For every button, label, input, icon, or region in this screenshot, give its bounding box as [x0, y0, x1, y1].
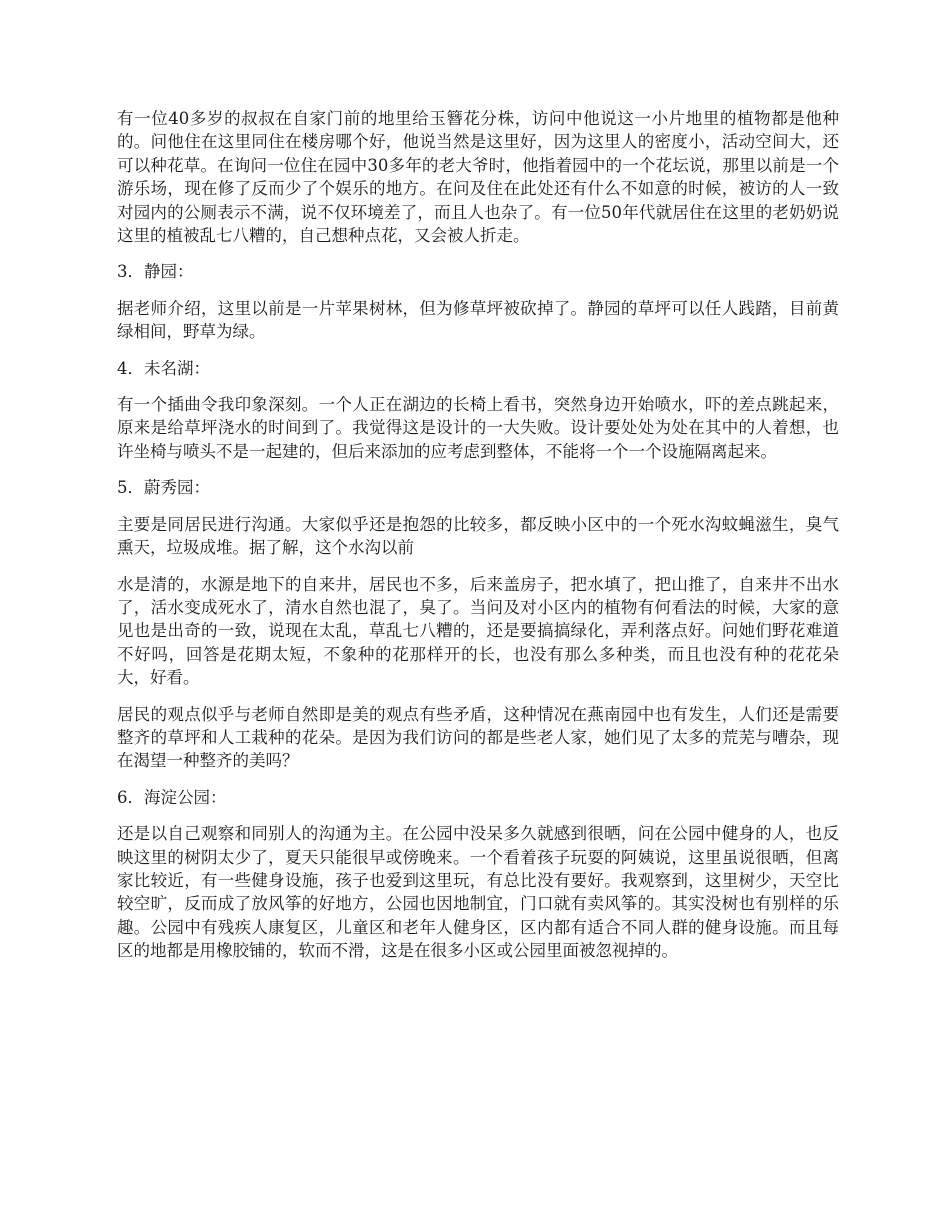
paragraph-jingyuan: 据老师介绍，这里以前是一片苹果树林，但为修草坪被砍掉了。静园的草坪可以任人践踏，目前黄绿相间，野草为绿。	[117, 298, 839, 342]
paragraph-weixiuyuan-2: 水是清的，水源是地下的自来井，居民也不多，后来盖房子，把水填了，把山推了，自来井不出水了，活水变成死水了，清水自然也混了，臭了。当问及对小区内的植物有何看法的时候，大家的意见也是出奇的一致，说现在太乱，草乱七八糟的，还是要搞搞绿化，弄利落点好。问她们野花难道不好吗，回答是花期太短，不象种的花那样开的长，也没有那么多种类，而且也没有种的花花朵大，好看。	[117, 574, 839, 688]
paragraph-intro: 有一位40多岁的叔叔在自家门前的地里给玉簪花分株，访问中他说这一小片地里的植物都是他种的。问他住在这里同住在楼房哪个好，他说当然是这里好，因为这里人的密度小，活动空间大，还可以种花草。在询问一位住在园中30多年的老大爷时，他指着园中的一个花坛说，那里以前是一个游乐场，现在修了反而少了个娱乐的地方。在问及住在此处还有什么不如意的时候，被访的人一致对园内的公厕表示不满，说不仅环境差了，而且人也杂了。有一位50年代就居住在这里的老奶奶说这里的植被乱七八糟的，自己想种点花，又会被人折走。	[117, 109, 839, 246]
section-heading-6: 6．海淀公园：	[117, 787, 227, 807]
section-heading-4: 4．未名湖：	[117, 358, 210, 378]
paragraph-weiminghu: 有一个插曲令我印象深刻。一个人正在湖边的长椅上看书，突然身边开始喷水，吓的差点跳起来，原来是给草坪浇水的时间到了。我觉得这是设计的一大失败。设计要处处为处在其中的人着想，也许坐椅与喷头不是一起建的，但后来添加的应考虑到整体，不能将一个一个设施隔离起来。	[117, 395, 839, 461]
paragraph-weixiuyuan-1: 主要是同居民进行沟通。大家似乎还是抱怨的比较多，都反映小区中的一个死水沟蚊蝇滋生，臭气熏天，垃圾成堆。据了解，这个水沟以前	[117, 514, 839, 558]
section-heading-3: 3．静园：	[117, 262, 194, 282]
section-heading-5: 5．蔚秀园：	[117, 478, 210, 498]
paragraph-weixiuyuan-3: 居民的观点似乎与老师自然即是美的观点有些矛盾，这种情况在燕南园中也有发生，人们还是需要整齐的草坪和人工栽种的花朵。是因为我们访问的都是些老人家，她们见了太多的荒芜与嘈杂，现在渴望一种整齐的美吗？	[117, 704, 839, 771]
paragraph-haidian: 还是以自己观察和同别人的沟通为主。在公园中没呆多久就感到很晒，问在公园中健身的人，也反映这里的树阴太少了，夏天只能很早或傍晚来。一个看着孩子玩耍的阿姨说，这里虽说很晒，但离家比较近，有一些健身设施，孩子也爱到这里玩，有总比没有要好。我观察到，这里树少，天空比较空旷，反而成了放风筝的好地方，公园也因地制宜，门口就有卖风筝的。其实没树也有别样的乐趣。公园中有残疾人康复区，儿童区和老年人健身区，区内都有适合不同人群的健身设施。而且每区的地都是用橡胶铺的，软而不滑，这是在很多小区或公园里面被忽视掉的。	[117, 824, 839, 961]
document-page	[117, 107, 839, 976]
